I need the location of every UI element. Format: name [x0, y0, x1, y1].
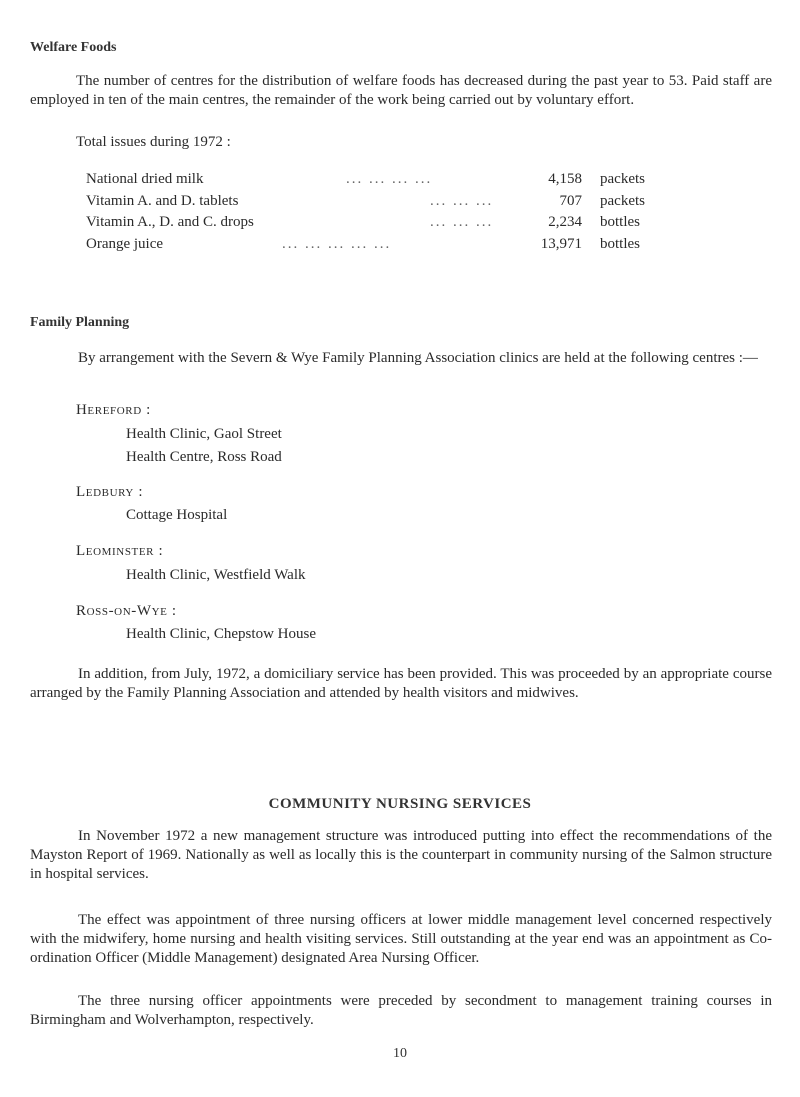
issue-leader-dots: ... ... ... — [430, 192, 494, 209]
community-paragraph-1: In November 1972 a new management structure was introduced putting into effect the recommendations of the Mayston Report of 1969. Nationally as well as locally this is the counterpart in community nursing of the Salmon structure in hospital services. — [30, 828, 772, 882]
family-planning-intro: By arrangement with the Severn & Wye Family Planning Association clinics are held at the following centres :— — [78, 350, 758, 366]
community-paragraph-2: The effect was appointment of three nursing officers at lower middle management level concerned respectively with the midwifery, home nursing and health visiting services. Still outstanding at the year end was an appointment as Co-ordination Officer (Middle Management) designated Area Nursing Officer. — [30, 912, 772, 966]
family-planning-heading: Family Planning — [30, 315, 130, 330]
welfare-foods-paragraph: The number of centres for the distribution of welfare foods has decreased during the past year to 53. Paid staff are employed in ten of the main centres, the remainder of the work being carried out by voluntary effort. — [30, 73, 772, 108]
issue-leader-dots: ... ... ... — [430, 214, 494, 230]
issues-row — [86, 193, 736, 215]
centre-town-leominster: Leominster : — [76, 543, 164, 559]
issue-quantity: 2,234 — [548, 214, 582, 230]
community-nursing-heading: COMMUNITY NURSING SERVICES — [268, 796, 532, 812]
total-issues-label: Total issues during 1972 : — [76, 134, 231, 150]
issue-item-name: National dried milk — [86, 171, 204, 187]
page-number: 10 — [393, 1046, 407, 1061]
issues-row — [86, 171, 736, 193]
issue-quantity: 4,158 — [548, 171, 582, 187]
centre-town-hereford: Hereford : — [76, 402, 151, 418]
community-paragraph-3: The three nursing officer appointments were preceded by secondment to management training courses in Birmingham and Wolverhampton, respectively. — [30, 993, 772, 1028]
issue-unit: packets — [600, 171, 645, 187]
centre-place: Health Centre, Ross Road — [126, 449, 282, 465]
centre-place: Cottage Hospital — [126, 507, 228, 523]
issue-item-name: Vitamin A., D. and C. drops — [86, 214, 254, 230]
issue-unit: bottles — [600, 214, 640, 230]
issue-quantity: 707 — [559, 192, 582, 209]
issues-row — [86, 236, 736, 258]
centre-place: Health Clinic, Gaol Street — [126, 426, 282, 442]
issue-item-name: Orange juice — [86, 235, 164, 252]
domiciliary-service-paragraph: In addition, from July, 1972, a domiciliary service has been provided. This was proceeded by an appropriate course arranged by the Family Planning Association and attended by health visitors and midwives. — [30, 666, 772, 701]
issue-unit: packets — [600, 192, 645, 209]
issues-table — [86, 171, 736, 257]
issues-row — [86, 214, 736, 236]
centre-place: Health Clinic, Chepstow House — [126, 626, 316, 642]
issue-leader-dots: ... ... ... ... — [346, 171, 433, 187]
issue-item-name: Vitamin A. and D. tablets — [86, 192, 239, 209]
issue-leader-dots: ... ... ... ... ... — [282, 235, 392, 252]
centre-town-ledbury: Ledbury : — [76, 484, 144, 500]
welfare-foods-heading: Welfare Foods — [30, 40, 117, 55]
issue-unit: bottles — [600, 235, 640, 252]
centre-town-ross-on-wye: Ross-on-Wye : — [76, 603, 177, 619]
issue-quantity: 13,971 — [540, 235, 582, 252]
centre-place: Health Clinic, Westfield Walk — [126, 567, 306, 583]
